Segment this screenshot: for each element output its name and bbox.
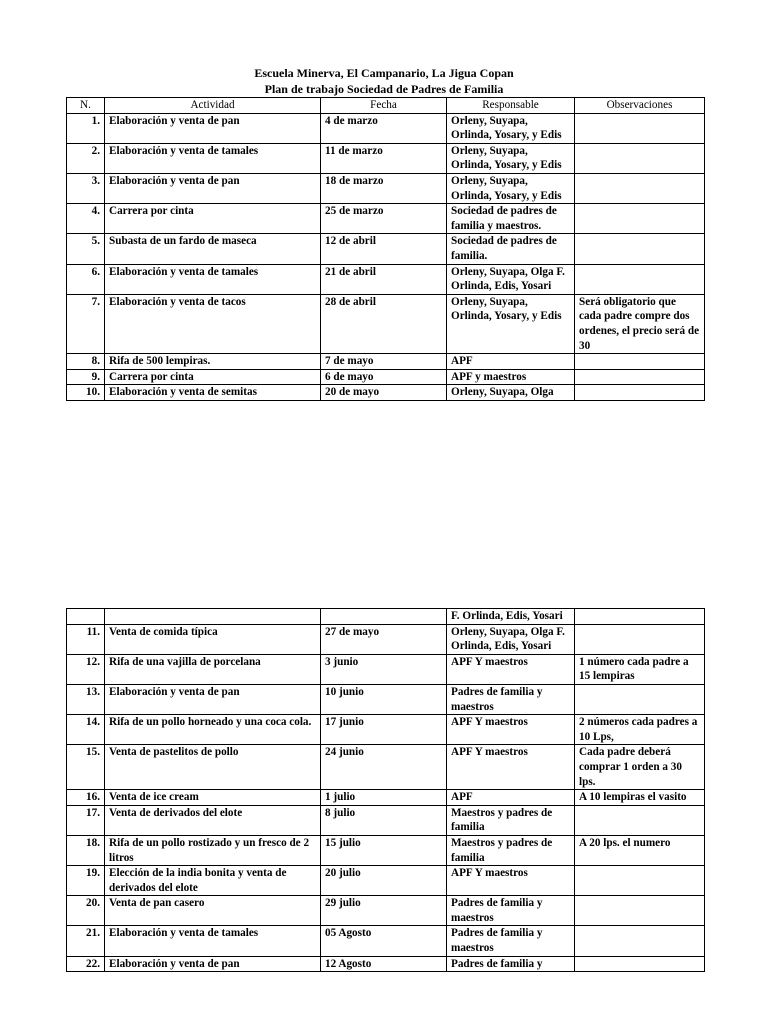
- observations-cell: [575, 204, 705, 234]
- observations-cell: [575, 143, 705, 173]
- table-row: [67, 264, 705, 294]
- table-row: [67, 926, 705, 956]
- responsible-cell: APF Y maestros: [447, 745, 575, 790]
- activity-cell: Elaboración y venta de tamales: [105, 926, 321, 956]
- row-number: 1.: [67, 113, 105, 143]
- observations-cell: [575, 609, 705, 625]
- table-row: [67, 385, 705, 401]
- date-cell: 17 junio: [321, 715, 447, 745]
- row-number: 2.: [67, 143, 105, 173]
- row-number: 16.: [67, 790, 105, 806]
- row-number: 8.: [67, 354, 105, 370]
- table-row: [67, 624, 705, 654]
- observations-cell: A 10 lempiras el vasito: [575, 790, 705, 806]
- column-header-activity: Actividad: [105, 98, 321, 114]
- table-row: [67, 354, 705, 370]
- row-number: 17.: [67, 805, 105, 835]
- date-cell: 6 de mayo: [321, 369, 447, 385]
- date-cell: 15 julio: [321, 835, 447, 865]
- table-row: [67, 715, 705, 745]
- document-title: Escuela Minerva, El Campanario, La Jigua Copan: [254, 66, 514, 80]
- column-header-responsible: Responsable: [447, 98, 575, 114]
- activity-cell: Carrera por cinta: [105, 369, 321, 385]
- table-row: [67, 113, 705, 143]
- row-number: 21.: [67, 926, 105, 956]
- row-number: 20.: [67, 896, 105, 926]
- observations-cell: 1 número cada padre a 15 lempiras: [575, 654, 705, 684]
- responsible-cell: Maestros y padres de familia: [447, 835, 575, 865]
- observations-cell: [575, 264, 705, 294]
- responsible-cell: Orleny, Suyapa, Olga F. Orlinda, Edis, Yosari: [447, 264, 575, 294]
- date-cell: 4 de marzo: [321, 113, 447, 143]
- table-row: [67, 684, 705, 714]
- row-number: 12.: [67, 654, 105, 684]
- row-number: 7.: [67, 294, 105, 353]
- table-header-row: [67, 98, 705, 114]
- observations-cell: A 20 lps. el numero: [575, 835, 705, 865]
- date-cell: 7 de mayo: [321, 354, 447, 370]
- observations-cell: [575, 113, 705, 143]
- work-plan-table-page2: [66, 608, 705, 972]
- work-plan-table-page1: [66, 97, 705, 401]
- date-cell: 11 de marzo: [321, 143, 447, 173]
- observations-cell: [575, 866, 705, 896]
- activity-cell: Venta de pan casero: [105, 896, 321, 926]
- activity-cell: Venta de derivados del elote: [105, 805, 321, 835]
- row-number: 3.: [67, 173, 105, 203]
- activity-cell: Elección de la india bonita y venta de derivados del elote: [105, 866, 321, 896]
- observations-cell: [575, 956, 705, 972]
- row-number: 11.: [67, 624, 105, 654]
- activity-cell: Elaboración y venta de semitas: [105, 385, 321, 401]
- activity-cell: Elaboración y venta de tacos: [105, 294, 321, 353]
- observations-cell: Cada padre deberá comprar 1 orden a 30 lps.: [575, 745, 705, 790]
- table-row: [67, 609, 705, 625]
- activity-cell: Elaboración y venta de pan: [105, 113, 321, 143]
- column-header-number: N.: [67, 98, 105, 114]
- activity-cell: Venta de comida típica: [105, 624, 321, 654]
- table-row: [67, 294, 705, 353]
- table-row: [67, 143, 705, 173]
- date-cell: 12 de abril: [321, 234, 447, 264]
- table-row: [67, 745, 705, 790]
- date-cell: 18 de marzo: [321, 173, 447, 203]
- responsible-cell: Orleny, Suyapa, Orlinda, Yosary, y Edis: [447, 294, 575, 353]
- table-row: [67, 204, 705, 234]
- responsible-cell: Padres de familia y maestros: [447, 684, 575, 714]
- activity-cell: Subasta de un fardo de maseca: [105, 234, 321, 264]
- row-number: 22.: [67, 956, 105, 972]
- column-header-date: Fecha: [321, 98, 447, 114]
- activity-cell: Carrera por cinta: [105, 204, 321, 234]
- row-number: 6.: [67, 264, 105, 294]
- activity-cell: Elaboración y venta de tamales: [105, 264, 321, 294]
- observations-cell: [575, 369, 705, 385]
- date-cell: 8 julio: [321, 805, 447, 835]
- activity-cell: Elaboración y venta de tamales: [105, 143, 321, 173]
- row-number: [67, 609, 105, 625]
- column-header-observations: Observaciones: [575, 98, 705, 114]
- table-row: [67, 234, 705, 264]
- activity-cell: Rifa de un pollo horneado y una coca cola.: [105, 715, 321, 745]
- date-cell: 05 Agosto: [321, 926, 447, 956]
- responsible-cell: Orleny, Suyapa, Orlinda, Yosary, y Edis: [447, 143, 575, 173]
- row-number: 10.: [67, 385, 105, 401]
- responsible-cell: Orleny, Suyapa, Orlinda, Yosary, y Edis: [447, 113, 575, 143]
- table-row: [67, 896, 705, 926]
- responsible-cell: Sociedad de padres de familia.: [447, 234, 575, 264]
- table-row: [67, 654, 705, 684]
- table-row: [67, 835, 705, 865]
- row-number: 4.: [67, 204, 105, 234]
- table-row: [67, 173, 705, 203]
- row-number: 19.: [67, 866, 105, 896]
- date-cell: 25 de marzo: [321, 204, 447, 234]
- responsible-cell: Maestros y padres de familia: [447, 805, 575, 835]
- observations-cell: [575, 354, 705, 370]
- responsible-cell: Orleny, Suyapa, Olga F. Orlinda, Edis, Yosari: [447, 624, 575, 654]
- responsible-cell: APF Y maestros: [447, 654, 575, 684]
- responsible-cell: APF: [447, 790, 575, 806]
- activity-cell: Venta de pastelitos de pollo: [105, 745, 321, 790]
- responsible-cell: Orleny, Suyapa, Olga: [447, 385, 575, 401]
- observations-cell: Será obligatorio que cada padre compre dos ordenes, el precio será de 30: [575, 294, 705, 353]
- table-row: [67, 956, 705, 972]
- table-body-page2: [67, 609, 705, 972]
- responsible-cell: Sociedad de padres de familia y maestros.: [447, 204, 575, 234]
- observations-cell: [575, 234, 705, 264]
- observations-cell: [575, 624, 705, 654]
- responsible-cell: F. Orlinda, Edis, Yosari: [447, 609, 575, 625]
- responsible-cell: Orleny, Suyapa, Orlinda, Yosary, y Edis: [447, 173, 575, 203]
- date-cell: 27 de mayo: [321, 624, 447, 654]
- observations-cell: [575, 385, 705, 401]
- row-number: 13.: [67, 684, 105, 714]
- activity-cell: Elaboración y venta de pan: [105, 684, 321, 714]
- date-cell: 21 de abril: [321, 264, 447, 294]
- activity-cell: Elaboración y venta de pan: [105, 173, 321, 203]
- responsible-cell: Padres de familia y: [447, 956, 575, 972]
- date-cell: [321, 609, 447, 625]
- responsible-cell: APF Y maestros: [447, 866, 575, 896]
- table-row: [67, 805, 705, 835]
- activity-cell: [105, 609, 321, 625]
- date-cell: 24 junio: [321, 745, 447, 790]
- table-body-page1: [67, 113, 705, 400]
- observations-cell: [575, 684, 705, 714]
- date-cell: 3 junio: [321, 654, 447, 684]
- table-row: [67, 369, 705, 385]
- activity-cell: Venta de ice cream: [105, 790, 321, 806]
- observations-cell: [575, 896, 705, 926]
- activity-cell: Rifa de un pollo rostizado y un fresco de 2 litros: [105, 835, 321, 865]
- row-number: 18.: [67, 835, 105, 865]
- observations-cell: 2 números cada padres a 10 Lps,: [575, 715, 705, 745]
- observations-cell: [575, 805, 705, 835]
- activity-cell: Rifa de 500 lempiras.: [105, 354, 321, 370]
- responsible-cell: APF Y maestros: [447, 715, 575, 745]
- row-number: 5.: [67, 234, 105, 264]
- responsible-cell: APF y maestros: [447, 369, 575, 385]
- date-cell: 29 julio: [321, 896, 447, 926]
- observations-cell: [575, 926, 705, 956]
- date-cell: 20 julio: [321, 866, 447, 896]
- row-number: 15.: [67, 745, 105, 790]
- table-row: [67, 790, 705, 806]
- date-cell: 12 Agosto: [321, 956, 447, 972]
- row-number: 9.: [67, 369, 105, 385]
- date-cell: 20 de mayo: [321, 385, 447, 401]
- responsible-cell: APF: [447, 354, 575, 370]
- table-row: [67, 866, 705, 896]
- responsible-cell: Padres de familia y maestros: [447, 926, 575, 956]
- activity-cell: Elaboración y venta de pan: [105, 956, 321, 972]
- activity-cell: Rifa de una vajilla de porcelana: [105, 654, 321, 684]
- observations-cell: [575, 173, 705, 203]
- responsible-cell: Padres de familia y maestros: [447, 896, 575, 926]
- date-cell: 1 julio: [321, 790, 447, 806]
- document-subtitle: Plan de trabajo Sociedad de Padres de Familia: [264, 82, 504, 96]
- date-cell: 10 junio: [321, 684, 447, 714]
- row-number: 14.: [67, 715, 105, 745]
- date-cell: 28 de abril: [321, 294, 447, 353]
